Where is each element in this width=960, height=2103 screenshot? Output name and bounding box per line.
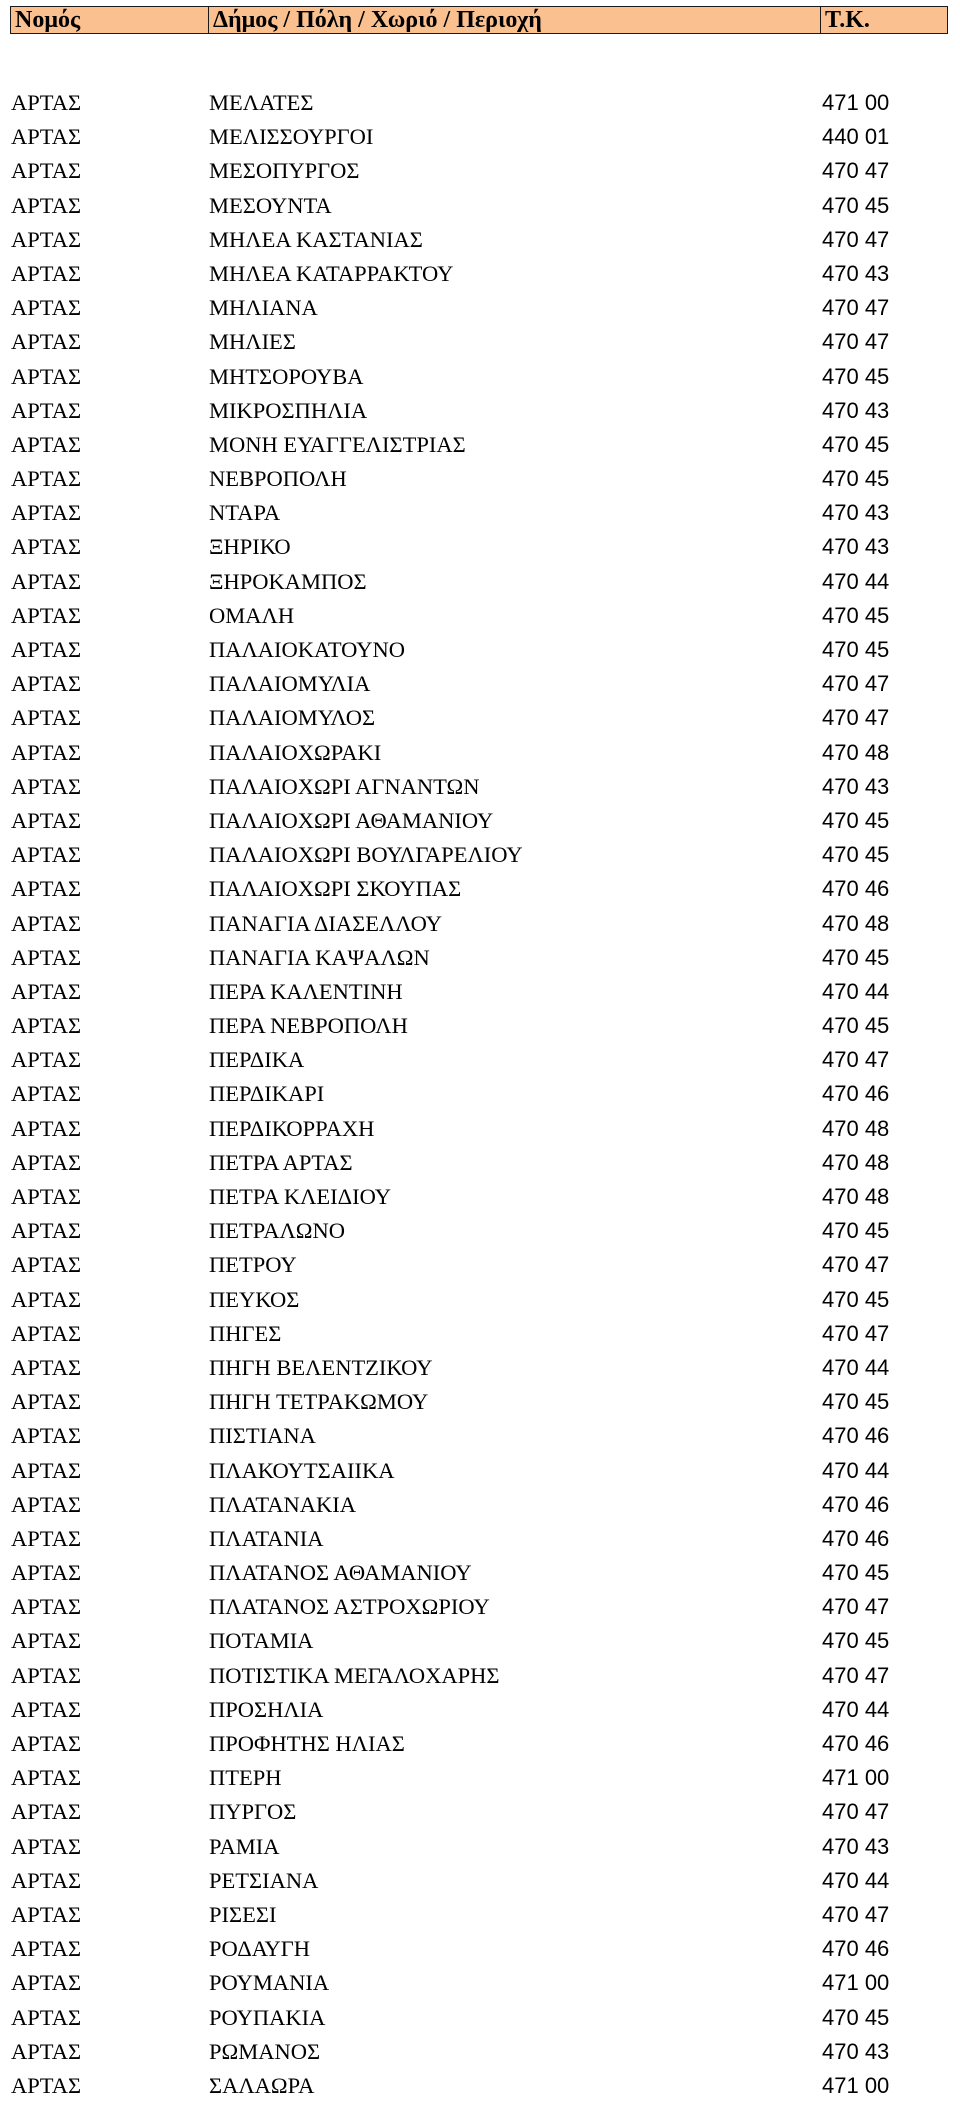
cell-place: ΠΟΤΙΣΤΙΚΑ ΜΕΓΑΛΟΧΑΡΗΣ	[209, 1662, 500, 1688]
table-row	[0, 394, 960, 428]
cell-place: ΠΕΡΑ ΝΕΒΡΟΠΟΛΗ	[209, 1013, 408, 1039]
cell-postal-code: 470 47	[822, 1594, 890, 1620]
cell-nomos: ΑΡΤΑΣ	[11, 807, 82, 833]
cell-postal-code: 470 47	[822, 226, 890, 252]
cell-nomos: ΑΡΤΑΣ	[11, 1970, 82, 1996]
cell-nomos: ΑΡΤΑΣ	[11, 602, 82, 628]
cell-nomos: ΑΡΤΑΣ	[11, 226, 82, 252]
table-row	[0, 667, 960, 701]
cell-place: ΠΥΡΓΟΣ	[209, 1799, 297, 1825]
cell-nomos: ΑΡΤΑΣ	[11, 397, 82, 423]
table-row	[0, 1795, 960, 1829]
table-row	[0, 1522, 960, 1556]
cell-place: ΠΕΡΔΙΚΑ	[209, 1047, 305, 1073]
header-nomos: Νομός	[11, 7, 209, 33]
cell-postal-code: 470 44	[822, 1457, 890, 1483]
cell-postal-code: 470 46	[822, 876, 890, 902]
cell-nomos: ΑΡΤΑΣ	[11, 363, 82, 389]
cell-postal-code: 470 43	[822, 500, 890, 526]
cell-nomos: ΑΡΤΑΣ	[11, 910, 82, 936]
cell-nomos: ΑΡΤΑΣ	[11, 1594, 82, 1620]
cell-nomos: ΑΡΤΑΣ	[11, 773, 82, 799]
cell-postal-code: 470 46	[822, 1525, 890, 1551]
table-row	[0, 428, 960, 462]
cell-postal-code: 470 45	[822, 1013, 890, 1039]
cell-nomos: ΑΡΤΑΣ	[11, 876, 82, 902]
cell-nomos: ΑΡΤΑΣ	[11, 842, 82, 868]
cell-place: ΠΕΡΑ ΚΑΛΕΝΤΙΝΗ	[209, 978, 403, 1004]
cell-postal-code: 471 00	[822, 90, 890, 115]
cell-nomos: ΑΡΤΑΣ	[11, 329, 82, 355]
cell-place: ΡΩΜΑΝΟΣ	[209, 2038, 321, 2064]
cell-nomos: ΑΡΤΑΣ	[11, 1286, 82, 1312]
cell-nomos: ΑΡΤΑΣ	[11, 1491, 82, 1517]
cell-nomos: ΑΡΤΑΣ	[11, 1765, 82, 1791]
cell-place: ΡΑΜΙΑ	[209, 1833, 280, 1859]
cell-postal-code: 470 44	[822, 1696, 890, 1722]
cell-place: ΜΗΛΕΑ ΚΑΣΤΑΝΙΑΣ	[209, 226, 423, 252]
cell-place: ΠΗΓΗ ΤΕΤΡΑΚΩΜΟΥ	[209, 1389, 429, 1415]
cell-place: ΝΤΑΡΑ	[209, 500, 281, 526]
cell-postal-code: 470 48	[822, 739, 890, 765]
table-row	[0, 189, 960, 223]
cell-nomos: ΑΡΤΑΣ	[11, 2004, 82, 2030]
cell-postal-code: 470 43	[822, 260, 890, 286]
cell-place: ΠΑΛΑΙΟΧΩΡΑΚΙ	[209, 739, 382, 765]
cell-postal-code: 470 45	[822, 1560, 890, 1586]
table-row	[0, 1214, 960, 1248]
table-row	[0, 1590, 960, 1624]
cell-postal-code: 470 43	[822, 397, 890, 423]
cell-place: ΠΕΤΡΑΛΩΝΟ	[209, 1218, 345, 1244]
table-row	[0, 257, 960, 291]
table-row	[0, 1761, 960, 1795]
cell-postal-code: 440 01	[822, 124, 890, 150]
cell-postal-code: 470 47	[822, 158, 890, 184]
cell-nomos: ΑΡΤΑΣ	[11, 1320, 82, 1346]
cell-nomos: ΑΡΤΑΣ	[11, 944, 82, 970]
cell-place: ΞΗΡΟΚΑΜΠΟΣ	[209, 568, 367, 594]
table-row	[0, 530, 960, 564]
cell-place: ΜΕΣΟΠΥΡΓΟΣ	[209, 158, 360, 184]
table-row	[0, 838, 960, 872]
header-tk: Τ.Κ.	[825, 7, 870, 33]
table-row	[0, 120, 960, 154]
table-row	[0, 1624, 960, 1658]
cell-nomos: ΑΡΤΑΣ	[11, 431, 82, 457]
cell-nomos: ΑΡΤΑΣ	[11, 124, 82, 150]
cell-place: ΠΑΛΑΙΟΧΩΡΙ ΑΘΑΜΑΝΙΟΥ	[209, 807, 494, 833]
cell-nomos: ΑΡΤΑΣ	[11, 1252, 82, 1278]
cell-postal-code: 470 45	[822, 192, 890, 218]
cell-place: ΜΟΝΗ ΕΥΑΓΓΕΛΙΣΤΡΙΑΣ	[209, 431, 466, 457]
table-row	[0, 1283, 960, 1317]
cell-nomos: ΑΡΤΑΣ	[11, 2072, 82, 2098]
table-row	[0, 1898, 960, 1932]
table-row	[0, 1454, 960, 1488]
cell-postal-code: 470 48	[822, 910, 890, 936]
cell-place: ΠΑΛΑΙΟΧΩΡΙ ΑΓΝΑΝΤΩΝ	[209, 773, 480, 799]
cell-place: ΠΕΡΔΙΚΑΡΙ	[209, 1081, 325, 1107]
table-row	[0, 1693, 960, 1727]
cell-place: ΠΑΛΑΙΟΜΥΛΙΑ	[209, 671, 371, 697]
cell-nomos: ΑΡΤΑΣ	[11, 705, 82, 731]
table-row	[0, 360, 960, 394]
cell-postal-code: 470 46	[822, 1423, 890, 1449]
table-row	[0, 872, 960, 906]
cell-nomos: ΑΡΤΑΣ	[11, 1867, 82, 1893]
table-row	[0, 1385, 960, 1419]
cell-nomos: ΑΡΤΑΣ	[11, 1936, 82, 1962]
cell-place: ΠΛΑΤΑΝΑΚΙΑ	[209, 1491, 357, 1517]
table-row	[0, 1556, 960, 1590]
table-row	[0, 907, 960, 941]
cell-place: ΠΡΟΣΗΛΙΑ	[209, 1696, 324, 1722]
cell-nomos: ΑΡΤΑΣ	[11, 1081, 82, 1107]
table-row	[0, 154, 960, 188]
cell-place: ΠΕΥΚΟΣ	[209, 1286, 300, 1312]
table-row	[0, 701, 960, 735]
cell-place: ΠΕΤΡΑ ΑΡΤΑΣ	[209, 1149, 353, 1175]
table-row	[0, 1966, 960, 2000]
cell-place: ΡΟΔΑΥΓΗ	[209, 1936, 311, 1962]
cell-postal-code: 470 45	[822, 807, 890, 833]
cell-postal-code: 470 46	[822, 1936, 890, 1962]
cell-nomos: ΑΡΤΑΣ	[11, 1560, 82, 1586]
cell-nomos: ΑΡΤΑΣ	[11, 1457, 82, 1483]
cell-postal-code: 470 46	[822, 1731, 890, 1756]
cell-place: ΠΑΛΑΙΟΧΩΡΙ ΣΚΟΥΠΑΣ	[209, 876, 462, 902]
cell-postal-code: 470 47	[822, 1901, 890, 1927]
cell-postal-code: 470 45	[822, 1286, 890, 1312]
cell-postal-code: 470 47	[822, 705, 890, 731]
cell-postal-code: 470 44	[822, 568, 890, 594]
cell-place: ΜΗΛΙΕΣ	[209, 329, 296, 355]
cell-place: ΜΕΣΟΥΝΤΑ	[209, 192, 332, 218]
cell-nomos: ΑΡΤΑΣ	[11, 1423, 82, 1449]
cell-nomos: ΑΡΤΑΣ	[11, 466, 82, 492]
table-row	[0, 1317, 960, 1351]
table-row	[0, 462, 960, 496]
cell-postal-code: 470 45	[822, 944, 890, 970]
cell-postal-code: 470 44	[822, 1867, 890, 1893]
table-row	[0, 2035, 960, 2069]
cell-place: ΡΕΤΣΙΑΝΑ	[209, 1867, 319, 1893]
table-row	[0, 325, 960, 359]
cell-place: ΠΗΓΕΣ	[209, 1320, 282, 1346]
cell-place: ΜΙΚΡΟΣΠΗΛΙΑ	[209, 397, 368, 423]
table-row	[0, 1248, 960, 1282]
cell-place: ΜΕΛΑΤΕΣ	[209, 90, 314, 115]
table-row	[0, 1146, 960, 1180]
cell-place: ΠΑΝΑΓΙΑ ΚΑΨΑΛΩΝ	[209, 944, 430, 970]
cell-postal-code: 470 47	[822, 329, 890, 355]
cell-postal-code: 471 00	[822, 1970, 890, 1996]
cell-postal-code: 470 46	[822, 1491, 890, 1517]
cell-postal-code: 470 44	[822, 1354, 890, 1380]
cell-place: ΠΑΛΑΙΟΚΑΤΟΥΝΟ	[209, 637, 406, 662]
cell-place: ΜΕΛΙΣΣΟΥΡΓΟΙ	[209, 124, 374, 150]
cell-nomos: ΑΡΤΑΣ	[11, 1184, 82, 1209]
cell-place: ΡΙΣΕΣΙ	[209, 1901, 277, 1927]
cell-place: ΜΗΤΣΟΡΟΥΒΑ	[209, 363, 364, 389]
cell-place: ΠΤΕΡΗ	[209, 1765, 282, 1791]
cell-nomos: ΑΡΤΑΣ	[11, 1389, 82, 1415]
cell-place: ΠΛΑΤΑΝΟΣ ΑΣΤΡΟΧΩΡΙΟΥ	[209, 1594, 490, 1620]
cell-nomos: ΑΡΤΑΣ	[11, 1731, 82, 1756]
cell-nomos: ΑΡΤΑΣ	[11, 1115, 82, 1141]
cell-place: ΡΟΥΜΑΝΙΑ	[209, 1970, 330, 1996]
cell-place: ΠΗΓΗ ΒΕΛΕΝΤΖΙΚΟΥ	[209, 1354, 433, 1380]
cell-place: ΞΗΡΙΚΟ	[209, 534, 291, 560]
cell-nomos: ΑΡΤΑΣ	[11, 637, 82, 662]
cell-postal-code: 470 43	[822, 773, 890, 799]
cell-postal-code: 470 47	[822, 1662, 890, 1688]
cell-postal-code: 470 45	[822, 431, 890, 457]
cell-nomos: ΑΡΤΑΣ	[11, 1047, 82, 1073]
table-row	[0, 975, 960, 1009]
cell-postal-code: 470 45	[822, 1218, 890, 1244]
cell-postal-code: 470 48	[822, 1184, 890, 1209]
cell-nomos: ΑΡΤΑΣ	[11, 1901, 82, 1927]
cell-nomos: ΑΡΤΑΣ	[11, 739, 82, 765]
cell-place: ΠΙΣΤΙΑΝΑ	[209, 1423, 316, 1449]
cell-place: ΠΕΤΡΟΥ	[209, 1252, 297, 1278]
cell-nomos: ΑΡΤΑΣ	[11, 1833, 82, 1859]
table-row	[0, 804, 960, 838]
header-place: Δήμος / Πόλη / Χωριό / Περιοχή	[209, 7, 821, 33]
table-header	[10, 6, 948, 34]
cell-postal-code: 470 46	[822, 1081, 890, 1107]
cell-nomos: ΑΡΤΑΣ	[11, 1799, 82, 1825]
cell-postal-code: 471 00	[822, 2072, 890, 2098]
cell-nomos: ΑΡΤΑΣ	[11, 2038, 82, 2064]
table-row	[0, 633, 960, 667]
table-row	[0, 1419, 960, 1453]
cell-nomos: ΑΡΤΑΣ	[11, 534, 82, 560]
cell-postal-code: 470 45	[822, 1389, 890, 1415]
cell-place: ΠΑΛΑΙΟΜΥΛΟΣ	[209, 705, 376, 731]
cell-postal-code: 470 47	[822, 1047, 890, 1073]
cell-postal-code: 470 44	[822, 978, 890, 1004]
cell-place: ΠΡΟΦΗΤΗΣ ΗΛΙΑΣ	[209, 1731, 405, 1756]
cell-nomos: ΑΡΤΑΣ	[11, 500, 82, 526]
cell-place: ΠΟΤΑΜΙΑ	[209, 1628, 314, 1654]
cell-place: ΠΑΛΑΙΟΧΩΡΙ ΒΟΥΛΓΑΡΕΛΙΟΥ	[209, 842, 523, 868]
cell-postal-code: 470 43	[822, 1833, 890, 1859]
cell-place: ΜΗΛΙΑΝΑ	[209, 295, 318, 321]
cell-place: ΠΛΑΤΑΝΙΑ	[209, 1525, 324, 1551]
cell-nomos: ΑΡΤΑΣ	[11, 192, 82, 218]
cell-postal-code: 470 45	[822, 466, 890, 492]
cell-nomos: ΑΡΤΑΣ	[11, 1218, 82, 1244]
table-row	[0, 1009, 960, 1043]
cell-place: ΡΟΥΠΑΚΙΑ	[209, 2004, 326, 2030]
table-row	[0, 941, 960, 975]
cell-postal-code: 470 47	[822, 1799, 890, 1825]
cell-postal-code: 470 48	[822, 1149, 890, 1175]
table-row	[0, 1830, 960, 1864]
table-row	[0, 1043, 960, 1077]
cell-postal-code: 470 47	[822, 1320, 890, 1346]
cell-postal-code: 470 47	[822, 295, 890, 321]
cell-postal-code: 470 47	[822, 1252, 890, 1278]
cell-place: ΠΛΑΚΟΥΤΣΑΙΙΚΑ	[209, 1457, 395, 1483]
table-row	[0, 1351, 960, 1385]
cell-nomos: ΑΡΤΑΣ	[11, 568, 82, 594]
table-row	[0, 2001, 960, 2035]
cell-postal-code: 470 43	[822, 2038, 890, 2064]
table-row	[0, 770, 960, 804]
table-row	[0, 223, 960, 257]
table-row	[0, 1864, 960, 1898]
cell-place: ΠΕΤΡΑ ΚΛΕΙΔΙΟΥ	[209, 1184, 391, 1209]
table-row	[0, 1488, 960, 1522]
cell-place: ΝΕΒΡΟΠΟΛΗ	[209, 466, 347, 492]
cell-postal-code: 470 48	[822, 1115, 890, 1141]
cell-postal-code: 470 45	[822, 637, 890, 662]
cell-place: ΠΕΡΔΙΚΟΡΡΑΧΗ	[209, 1115, 375, 1141]
cell-postal-code: 470 45	[822, 2004, 890, 2030]
table-row	[0, 1659, 960, 1693]
cell-place: ΣΑΛΑΩΡΑ	[209, 2072, 315, 2098]
cell-nomos: ΑΡΤΑΣ	[11, 1149, 82, 1175]
cell-nomos: ΑΡΤΑΣ	[11, 1696, 82, 1722]
table-row	[0, 496, 960, 530]
cell-nomos: ΑΡΤΑΣ	[11, 1662, 82, 1688]
cell-nomos: ΑΡΤΑΣ	[11, 260, 82, 286]
table-row	[0, 291, 960, 325]
cell-postal-code: 470 45	[822, 602, 890, 628]
cell-nomos: ΑΡΤΑΣ	[11, 1525, 82, 1551]
table-row	[0, 736, 960, 770]
cell-place: ΟΜΑΛΗ	[209, 602, 295, 628]
cell-place: ΠΛΑΤΑΝΟΣ ΑΘΑΜΑΝΙΟΥ	[209, 1560, 472, 1586]
table-row	[0, 1077, 960, 1111]
table-body	[0, 86, 960, 2103]
cell-place: ΜΗΛΕΑ ΚΑΤΑΡΡΑΚΤΟΥ	[209, 260, 454, 286]
cell-nomos: ΑΡΤΑΣ	[11, 90, 82, 115]
cell-nomos: ΑΡΤΑΣ	[11, 1013, 82, 1039]
table-row	[0, 1112, 960, 1146]
cell-nomos: ΑΡΤΑΣ	[11, 671, 82, 697]
cell-nomos: ΑΡΤΑΣ	[11, 295, 82, 321]
cell-nomos: ΑΡΤΑΣ	[11, 1628, 82, 1654]
table-row	[0, 1180, 960, 1214]
cell-postal-code: 470 45	[822, 363, 890, 389]
table-row	[0, 599, 960, 633]
cell-postal-code: 470 47	[822, 671, 890, 697]
cell-postal-code: 470 45	[822, 1628, 890, 1654]
cell-nomos: ΑΡΤΑΣ	[11, 158, 82, 184]
cell-nomos: ΑΡΤΑΣ	[11, 1354, 82, 1380]
cell-postal-code: 471 00	[822, 1765, 890, 1791]
cell-postal-code: 470 43	[822, 534, 890, 560]
table-row	[0, 86, 960, 120]
table-row	[0, 565, 960, 599]
table-row	[0, 1727, 960, 1761]
cell-nomos: ΑΡΤΑΣ	[11, 978, 82, 1004]
table-row	[0, 1932, 960, 1966]
cell-postal-code: 470 45	[822, 842, 890, 868]
cell-place: ΠΑΝΑΓΙΑ ΔΙΑΣΕΛΛΟΥ	[209, 910, 443, 936]
